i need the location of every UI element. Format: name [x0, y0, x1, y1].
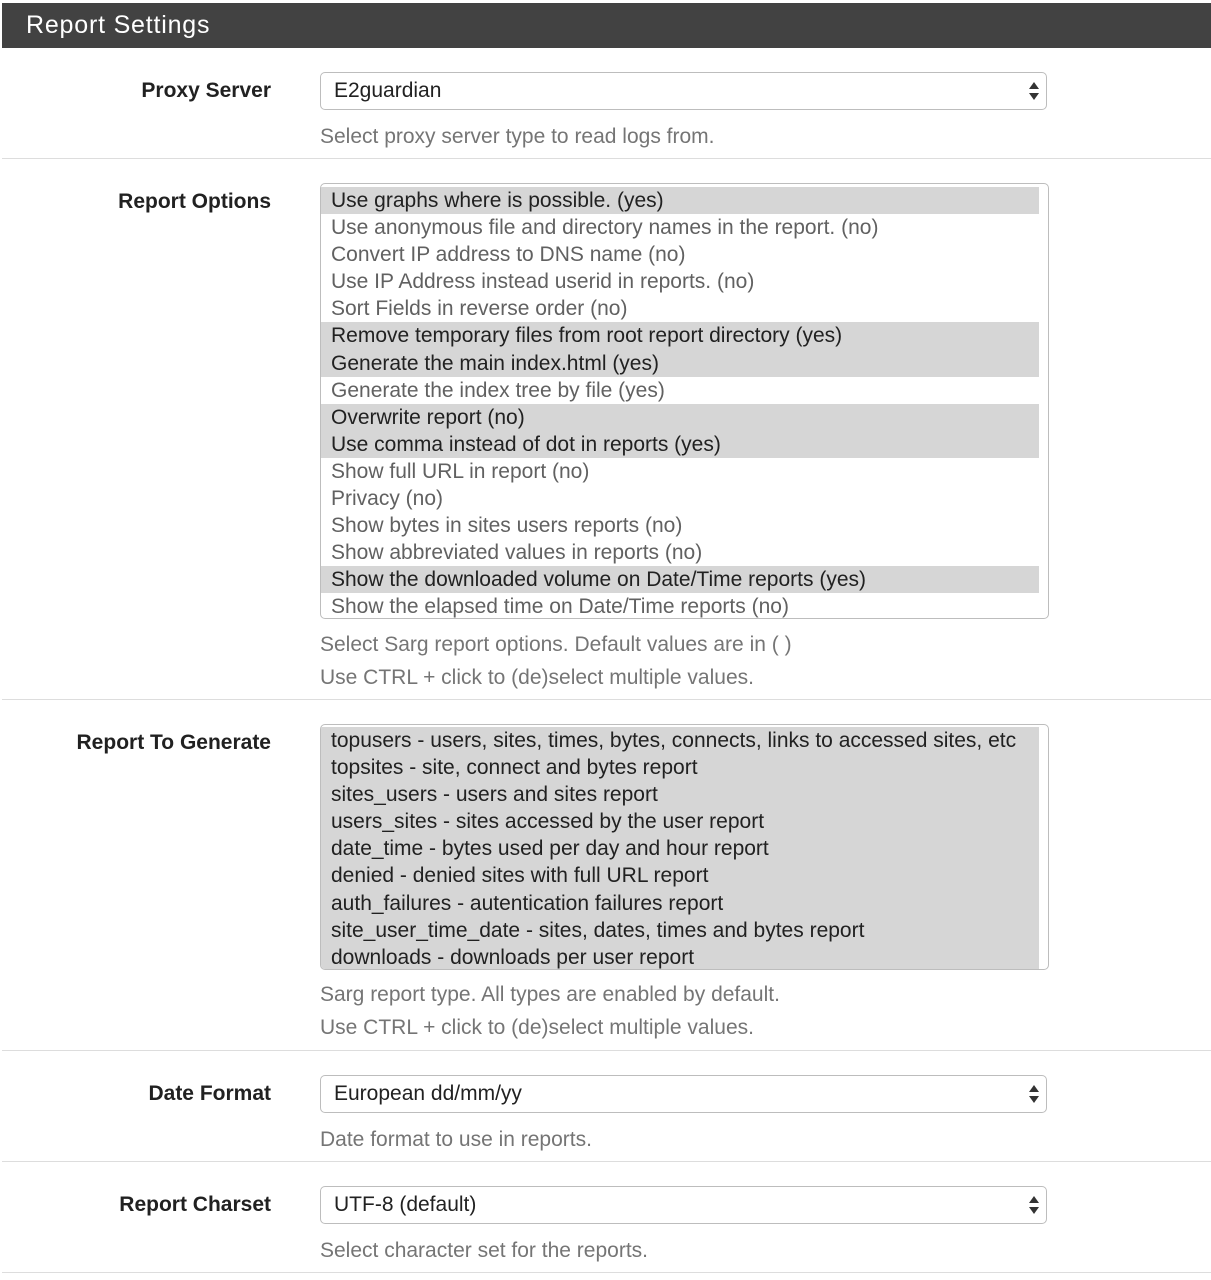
proxy-server-row [2, 48, 1211, 159]
proxy-server-help: Select proxy server type to read logs from. [320, 125, 715, 148]
report-charset-row [2, 1162, 1211, 1273]
select-option[interactable]: downloads - downloads per user report [321, 944, 1039, 970]
report-options-row [2, 159, 1211, 700]
report-options-multiselect[interactable] [320, 183, 1049, 619]
select-option[interactable]: topusers - users, sites, times, bytes, connects, links to accessed sites, etc [321, 727, 1039, 754]
report-charset-select[interactable] [320, 1186, 1047, 1224]
select-arrows-icon [1028, 1195, 1040, 1215]
select-option[interactable]: site_user_time_date - sites, dates, times and bytes report [321, 917, 1039, 944]
report-to-generate-ctrl-help: Use CTRL + click to (de)select multiple values. [320, 1016, 754, 1039]
panel-title: Report Settings [2, 3, 1211, 48]
report-options-help: Select Sarg report options. Default values are in ( ) [320, 633, 792, 656]
select-option[interactable]: Overwrite report (no) [321, 404, 1039, 431]
select-option[interactable]: Convert IP address to DNS name (no) [331, 243, 686, 267]
select-option[interactable]: Generate the index tree by file (yes) [331, 378, 665, 402]
report-to-generate-row [2, 700, 1211, 1051]
report-options-ctrl-help: Use CTRL + click to (de)select multiple values. [320, 666, 754, 689]
select-option[interactable]: topsites - site, connect and bytes report [321, 754, 1039, 781]
select-option[interactable]: Use comma instead of dot in reports (yes) [321, 431, 1039, 458]
proxy-server-label: Proxy Server [141, 79, 271, 102]
date-format-label: Date Format [148, 1082, 271, 1105]
select-option[interactable]: Show abbreviated values in reports (no) [331, 541, 703, 565]
select-arrows-icon [1028, 81, 1040, 101]
report-to-generate-multiselect[interactable] [320, 724, 1049, 970]
date-format-value: European dd/mm/yy [334, 1082, 522, 1105]
select-option[interactable]: Show full URL in report (no) [331, 459, 590, 483]
date-format-help: Date format to use in reports. [320, 1128, 592, 1151]
proxy-server-select[interactable] [320, 72, 1047, 110]
select-option[interactable]: Use graphs where is possible. (yes) [321, 187, 1039, 214]
select-option[interactable]: date_time - bytes used per day and hour report [321, 835, 1039, 862]
select-option[interactable]: sites_users - users and sites report [321, 781, 1039, 808]
report-charset-help: Select character set for the reports. [320, 1239, 648, 1262]
date-format-row [2, 1051, 1211, 1162]
report-options-label: Report Options [118, 190, 271, 213]
select-option[interactable]: users_sites - sites accessed by the user report [321, 808, 1039, 835]
select-option[interactable]: Remove temporary files from root report directory (yes) [321, 322, 1039, 349]
select-option[interactable]: Show the elapsed time on Date/Time reports (no) [331, 595, 789, 619]
report-to-generate-label: Report To Generate [76, 731, 271, 754]
report-to-generate-help: Sarg report type. All types are enabled by default. [320, 983, 780, 1006]
select-arrows-icon [1028, 1084, 1040, 1104]
select-option[interactable]: auth_failures - autentication failures report [321, 890, 1039, 917]
proxy-server-value: E2guardian [334, 79, 442, 102]
select-option[interactable]: Show bytes in sites users reports (no) [331, 514, 683, 538]
report-charset-label: Report Charset [119, 1193, 271, 1216]
select-option[interactable]: Use IP Address instead userid in reports. (no) [331, 270, 755, 294]
select-option[interactable]: Show the downloaded volume on Date/Time reports (yes) [321, 566, 1039, 593]
select-option[interactable]: Generate the main index.html (yes) [321, 350, 1039, 377]
date-format-select[interactable] [320, 1075, 1047, 1113]
select-option[interactable]: Use anonymous file and directory names in the report. (no) [331, 216, 879, 240]
select-option[interactable]: Privacy (no) [331, 487, 444, 511]
report-charset-value: UTF-8 (default) [334, 1193, 477, 1216]
select-option[interactable]: denied - denied sites with full URL report [321, 862, 1039, 889]
select-option[interactable]: Sort Fields in reverse order (no) [331, 297, 628, 321]
report-settings-panel [2, 3, 1211, 1280]
